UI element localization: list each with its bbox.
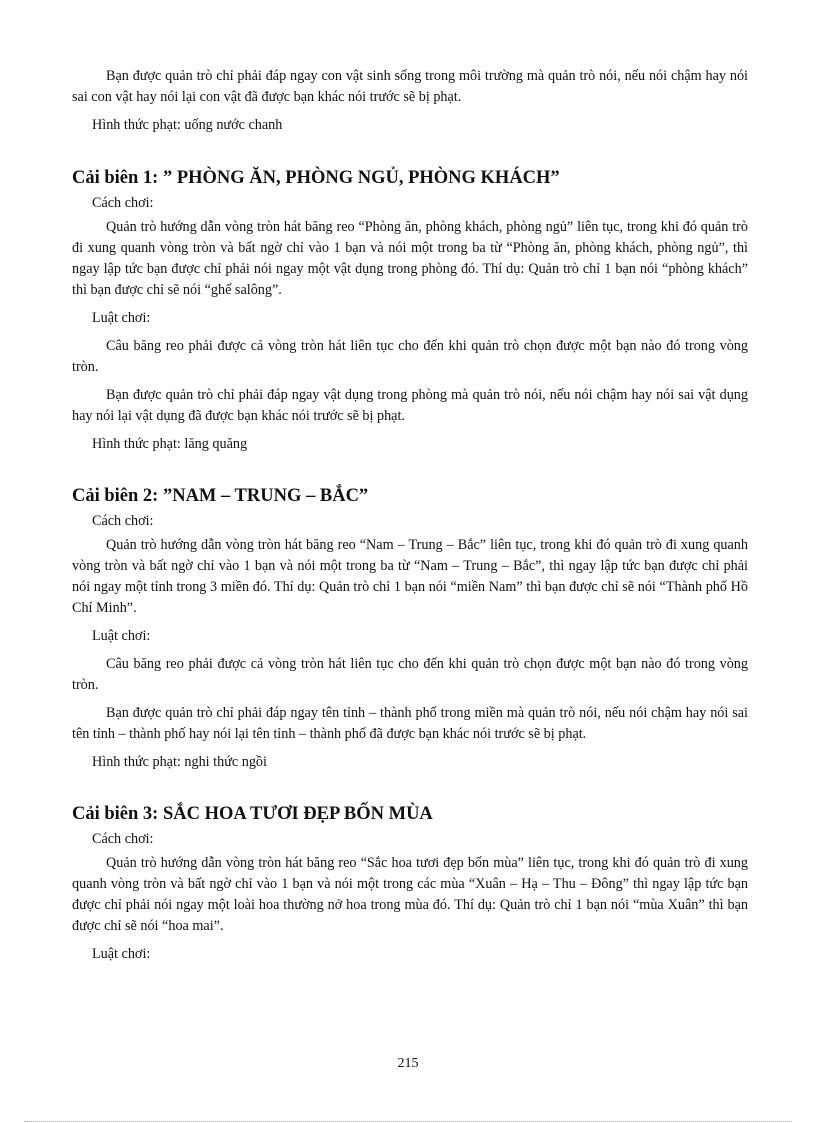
section1-how-label: Cách chơi: <box>92 195 154 211</box>
section1-how-text: Quản trò hướng dẫn vòng tròn hát băng reo “Phòng ăn, phòng khách, phòng ngủ” liên tục, trong khi đó quản trò đi xung quanh vòng tròn và bất ngờ chỉ vào 1 bạn và nói một trong ba từ “Phòng ăn, phòng khách, phòng ngủ”, thì ngay lập tức bạn được chỉ phải nói ngay một vật dụng trong phòng đó. Thí dụ: Quản trò chỉ 1 bạn nói “phòng khách” thì bạn được chỉ sẽ nói “ghế salông”. <box>72 219 748 298</box>
section2-rules-label: Luật chơi: <box>92 628 151 644</box>
intro-paragraph: Bạn được quản trò chỉ phải đáp ngay con vật sinh sống trong môi trường mà quản trò nói, nếu nói chậm hay nói sai con vật hay nói lại con vật đã được bạn khác nói trước sẽ bị phạt. <box>72 68 748 105</box>
section1-heading: Cải biên 1: ” PHÒNG ĂN, PHÒNG NGỦ, PHÒNG KHÁCH” <box>72 168 560 188</box>
document-page <box>72 66 748 965</box>
section3-heading: Cải biên 3: SẮC HOA TƯƠI ĐẸP BỐN MÙA <box>72 804 433 824</box>
section1-rules-paragraph-2: Bạn được quản trò chỉ phải đáp ngay vật dụng trong phòng mà quản trò nói, nếu nói chậm hay nói sai vật dụng hay nói lại vật dụng đã được bạn khác nói trước sẽ bị phạt. <box>72 387 748 424</box>
section2-rules-paragraph-1: Câu băng reo phải được cả vòng tròn hát liên tục cho đến khi quản trò chọn được một bạn nào đó trong vòng tròn. <box>72 656 748 693</box>
section1-rules-label: Luật chơi: <box>92 310 151 326</box>
section2-how-label: Cách chơi: <box>92 513 154 529</box>
section1-penalty: Hình thức phạt: lăng quăng <box>92 436 248 452</box>
section3-how-label: Cách chơi: <box>92 831 154 847</box>
section3-rules-label: Luật chơi: <box>92 946 151 962</box>
page-bottom-divider <box>24 1121 792 1122</box>
section2-how-text: Quản trò hướng dẫn vòng tròn hát băng reo “Nam – Trung – Bắc” liên tục, trong khi đó quản trò đi xung quanh vòng tròn và bất ngờ chỉ vào 1 bạn và nói một trong ba từ “Nam – Trung – Bắc”, thì ngay lập tức bạn được chỉ phải nói ngay một tỉnh trong 3 miền đó. Thí dụ: Quản trò chỉ 1 bạn nói “miền Nam” thì bạn được chỉ sẽ nói “Thành phố Hồ Chí Minh”. <box>72 537 748 616</box>
intro-penalty: Hình thức phạt: uống nước chanh <box>92 117 283 133</box>
section2-penalty: Hình thức phạt: nghi thức ngồi <box>92 754 267 770</box>
section1-rules-paragraph-1: Câu băng reo phải được cả vòng tròn hát liên tục cho đến khi quản trò chọn được một bạn nào đó trong vòng tròn. <box>72 338 748 375</box>
section3-how-text: Quản trò hướng dẫn vòng tròn hát băng reo “Sắc hoa tươi đẹp bốn mùa” liên tục, trong khi đó quản trò đi xung quanh vòng tròn và bất ngờ chỉ vào 1 bạn và nói một trong các mùa “Xuân – Hạ – Thu – Đông” thì ngay lập tức bạn được chỉ phải nói ngay một loài hoa thường nở hoa trong mùa đó. Thí dụ: Quản trò chỉ 1 bạn nói “mùa Xuân” thì bạn được chỉ sẽ nói “hoa mai”. <box>72 855 748 934</box>
section2-heading: Cải biên 2: ”NAM – TRUNG – BẮC” <box>72 486 369 506</box>
section2-rules-paragraph-2: Bạn được quản trò chỉ phải đáp ngay tên tỉnh – thành phố trong miền mà quản trò nói, nếu nói chậm hay nói sai tên tỉnh – thành phố hay nói lại tên tỉnh – thành phố đã được bạn khác nói trước sẽ bị phạt. <box>72 705 748 742</box>
page-number: 215 <box>397 1056 419 1071</box>
